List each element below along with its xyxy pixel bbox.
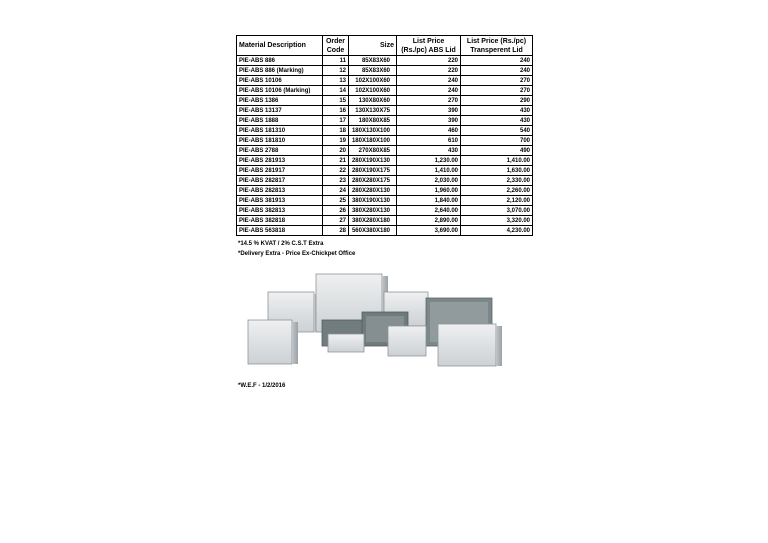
table-row (237, 216, 533, 226)
cell-price-transparent: 270 (461, 86, 533, 96)
cell-size: 180X180X100 (349, 136, 397, 146)
cell-order-code: 25 (323, 196, 349, 206)
cell-price-abs: 610 (397, 136, 461, 146)
cell-price-abs: 2,030.00 (397, 176, 461, 186)
table-row (237, 56, 533, 66)
enclosure-front-left (248, 320, 298, 364)
cell-price-abs: 240 (397, 76, 461, 86)
cell-price-abs: 390 (397, 106, 461, 116)
cell-price-transparent: 700 (461, 136, 533, 146)
table-row (237, 86, 533, 96)
cell-price-transparent: 2,120.00 (461, 196, 533, 206)
cell-price-transparent: 4,230.00 (461, 226, 533, 236)
cell-order-code: 27 (323, 216, 349, 226)
cell-description: PIE-ABS 1386 (237, 96, 323, 106)
table-row (237, 176, 533, 186)
cell-price-transparent: 290 (461, 96, 533, 106)
cell-order-code: 24 (323, 186, 349, 196)
cell-description: PIE-ABS 13137 (237, 106, 323, 116)
cell-size: 102X100X60 (349, 86, 397, 96)
cell-description: PIE-ABS 382818 (237, 216, 323, 226)
header-list-price-abs (397, 36, 461, 56)
cell-price-abs: 270 (397, 96, 461, 106)
cell-price-transparent: 430 (461, 106, 533, 116)
enclosure-front-right (438, 324, 502, 366)
cell-size: 130X130X75 (349, 106, 397, 116)
cell-price-transparent: 1,410.00 (461, 156, 533, 166)
table-row (237, 226, 533, 236)
cell-price-abs: 1,960.00 (397, 186, 461, 196)
cell-price-abs: 1,230.00 (397, 156, 461, 166)
note-tax: *14.5 % KVAT / 2% C.S.T Extra (238, 241, 324, 247)
cell-description: PIE-ABS 281917 (237, 166, 323, 176)
table-row (237, 66, 533, 76)
cell-order-code: 20 (323, 146, 349, 156)
cell-price-abs: 460 (397, 126, 461, 136)
cell-size: 85X83X60 (349, 66, 397, 76)
cell-description: PIE-ABS 281913 (237, 156, 323, 166)
cell-order-code: 18 (323, 126, 349, 136)
cell-price-transparent: 2,330.00 (461, 176, 533, 186)
table-row (237, 186, 533, 196)
cell-size: 380X280X130 (349, 206, 397, 216)
cell-price-abs: 1,840.00 (397, 196, 461, 206)
cell-description: PIE-ABS 282817 (237, 176, 323, 186)
cell-size: 85X83X60 (349, 56, 397, 66)
cell-description: PIE-ABS 2788 (237, 146, 323, 156)
cell-description: PIE-ABS 10106 (Marking) (237, 86, 323, 96)
enclosure-small-front (328, 334, 364, 352)
cell-description: PIE-ABS 181810 (237, 136, 323, 146)
cell-size: 102X100X60 (349, 76, 397, 86)
cell-description: PIE-ABS 181310 (237, 126, 323, 136)
table-row (237, 136, 533, 146)
cell-order-code: 12 (323, 66, 349, 76)
cell-size: 560X380X180 (349, 226, 397, 236)
cell-description: PIE-ABS 381913 (237, 196, 323, 206)
cell-order-code: 26 (323, 206, 349, 216)
cell-size: 280X280X130 (349, 186, 397, 196)
cell-size: 280X190X130 (349, 156, 397, 166)
cell-price-abs: 1,410.00 (397, 166, 461, 176)
cell-size: 180X130X100 (349, 126, 397, 136)
cell-price-transparent: 2,260.00 (461, 186, 533, 196)
cell-price-abs: 2,890.00 (397, 216, 461, 226)
cell-order-code: 11 (323, 56, 349, 66)
cell-price-transparent: 540 (461, 126, 533, 136)
cell-price-abs: 220 (397, 66, 461, 76)
cell-description: PIE-ABS 282813 (237, 186, 323, 196)
table-header-row (237, 36, 533, 56)
cell-order-code: 21 (323, 156, 349, 166)
cell-price-abs: 2,640.00 (397, 206, 461, 216)
table-row (237, 116, 533, 126)
header-size: Size (349, 36, 397, 56)
header-list-price-abs-line2: (Rs./pc) ABS Lid (401, 46, 456, 54)
cell-order-code: 13 (323, 76, 349, 86)
cell-price-transparent: 240 (461, 66, 533, 76)
cell-order-code: 28 (323, 226, 349, 236)
table-row (237, 126, 533, 136)
cell-description: PIE-ABS 886 (Marking) (237, 66, 323, 76)
cell-price-transparent: 240 (461, 56, 533, 66)
cell-price-abs: 3,690.00 (397, 226, 461, 236)
cell-price-transparent: 3,320.00 (461, 216, 533, 226)
header-material-description: Material Description (237, 36, 323, 56)
table-row (237, 166, 533, 176)
cell-size: 380X190X130 (349, 196, 397, 206)
enclosure-medium-front (388, 326, 426, 356)
cell-price-abs: 220 (397, 56, 461, 66)
cell-order-code: 19 (323, 136, 349, 146)
header-list-price-abs-line1: List Price (412, 37, 445, 45)
table-row (237, 146, 533, 156)
enclosures-photo (238, 262, 528, 374)
note-wef: *W.E.F - 1/2/2016 (238, 383, 286, 389)
cell-description: PIE-ABS 10106 (237, 76, 323, 86)
cell-order-code: 16 (323, 106, 349, 116)
cell-price-transparent: 490 (461, 146, 533, 156)
cell-description: PIE-ABS 886 (237, 56, 323, 66)
cell-description: PIE-ABS 1888 (237, 116, 323, 126)
cell-price-transparent: 270 (461, 76, 533, 86)
table-row (237, 96, 533, 106)
cell-description: PIE-ABS 382813 (237, 206, 323, 216)
header-list-price-transparent-line2: Transperent Lid (470, 46, 523, 54)
cell-size: 130X80X60 (349, 96, 397, 106)
price-table (236, 35, 533, 236)
cell-size: 280X280X175 (349, 176, 397, 186)
cell-price-abs: 390 (397, 116, 461, 126)
header-order-code-line1: Order (325, 37, 346, 45)
cell-description: PIE-ABS 563818 (237, 226, 323, 236)
note-delivery: *Delivery Extra - Price Ex-Chickpet Office (238, 251, 356, 257)
header-list-price-transparent-line1: List Price (Rs./pc) (466, 37, 527, 45)
table-row (237, 156, 533, 166)
table-row (237, 106, 533, 116)
cell-price-abs: 240 (397, 86, 461, 96)
header-list-price-transparent (461, 36, 533, 56)
cell-price-transparent: 430 (461, 116, 533, 126)
cell-price-transparent: 3,070.00 (461, 206, 533, 216)
cell-size: 380X280X180 (349, 216, 397, 226)
header-order-code (323, 36, 349, 56)
cell-price-transparent: 1,630.00 (461, 166, 533, 176)
cell-order-code: 17 (323, 116, 349, 126)
cell-size: 180X80X85 (349, 116, 397, 126)
cell-size: 270X80X85 (349, 146, 397, 156)
cell-order-code: 15 (323, 96, 349, 106)
cell-price-abs: 430 (397, 146, 461, 156)
cell-order-code: 23 (323, 176, 349, 186)
cell-order-code: 22 (323, 166, 349, 176)
table-row (237, 196, 533, 206)
table-row (237, 206, 533, 216)
cell-size: 280X190X175 (349, 166, 397, 176)
table-row (237, 76, 533, 86)
cell-order-code: 14 (323, 86, 349, 96)
header-order-code-line2: Code (326, 46, 345, 54)
